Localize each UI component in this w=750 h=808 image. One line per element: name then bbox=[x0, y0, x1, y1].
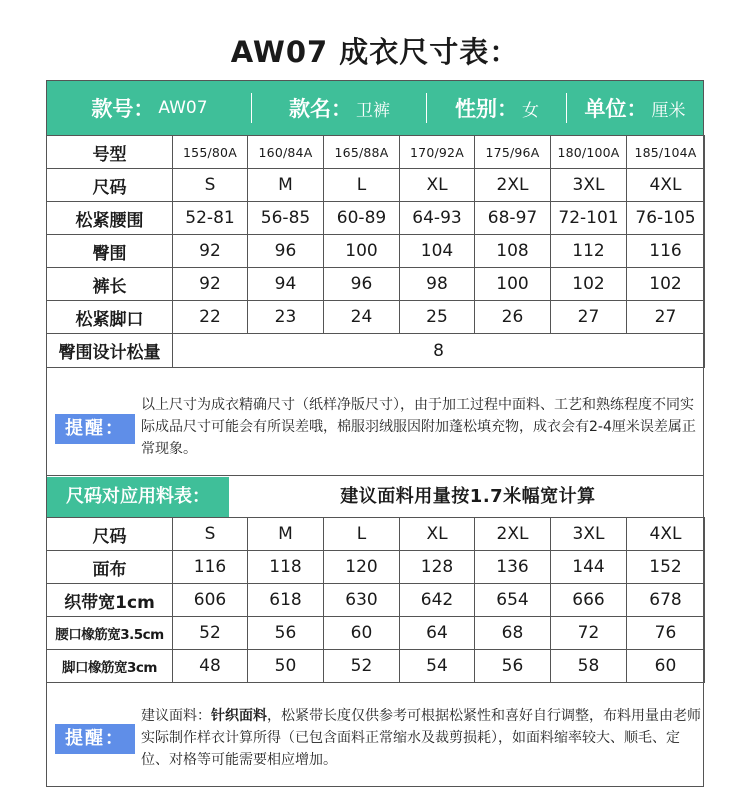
table-cell: 72-101 bbox=[551, 202, 627, 235]
table-cell: 58 bbox=[551, 650, 627, 683]
info-label: 性别： bbox=[455, 97, 518, 121]
table-cell: 60 bbox=[627, 650, 705, 683]
reminder-badge: 提醒： bbox=[55, 414, 135, 444]
table-cell: 60-89 bbox=[324, 202, 400, 235]
table-cell: 654 bbox=[475, 584, 551, 617]
row-header: 织带宽1cm bbox=[47, 584, 173, 617]
table-row bbox=[47, 617, 705, 650]
table-cell: 102 bbox=[551, 268, 627, 301]
table-cell: 152 bbox=[627, 551, 705, 584]
table-cell: 136 bbox=[475, 551, 551, 584]
table-cell: 64-93 bbox=[400, 202, 475, 235]
table-cell: L bbox=[324, 169, 400, 202]
info-style-no bbox=[47, 81, 252, 135]
table-cell: 92 bbox=[173, 268, 248, 301]
table-cell: 76-105 bbox=[627, 202, 705, 235]
fabric-table bbox=[46, 517, 705, 683]
table-cell: S bbox=[173, 169, 248, 202]
table-cell: 185/104A bbox=[627, 136, 705, 169]
row-header: 松紧脚口 bbox=[47, 301, 173, 334]
table-cell: 618 bbox=[248, 584, 324, 617]
table-row bbox=[47, 169, 705, 202]
table-row bbox=[47, 202, 705, 235]
reminder-text bbox=[141, 705, 701, 771]
table-cell: 630 bbox=[324, 584, 400, 617]
reminder-text-prefix: 建议面料： bbox=[141, 708, 211, 724]
table-cell: S bbox=[173, 518, 248, 551]
table-cell: 155/80A bbox=[173, 136, 248, 169]
reminder-text: 以上尺寸为成衣精确尺寸（纸样净版尺寸），由于加工过程中面料、工艺和熟练程度不同实际成品尺寸可能会有所误差哦，棉服羽绒服因附加蓬松填充物，成衣会有2-4厘米误差属正常现象。 bbox=[141, 397, 696, 457]
table-cell: 100 bbox=[475, 268, 551, 301]
table-cell: 76 bbox=[627, 617, 705, 650]
row-header: 臀围设计松量 bbox=[47, 334, 173, 368]
table-cell: 165/88A bbox=[324, 136, 400, 169]
table-cell: 52 bbox=[324, 650, 400, 683]
row-header: 松紧腰围 bbox=[47, 202, 173, 235]
table-cell: 56 bbox=[248, 617, 324, 650]
table-cell: 23 bbox=[248, 301, 324, 334]
table-cell: 56 bbox=[475, 650, 551, 683]
table-cell: 3XL bbox=[551, 518, 627, 551]
table-cell: 56-85 bbox=[248, 202, 324, 235]
info-value: 女 bbox=[522, 100, 539, 121]
info-style-name bbox=[252, 81, 427, 135]
info-label: 款号： bbox=[91, 97, 155, 121]
product-info-band bbox=[47, 81, 703, 135]
row-header: 臀围 bbox=[47, 235, 173, 268]
table-cell: 52-81 bbox=[173, 202, 248, 235]
table-cell: 678 bbox=[627, 584, 705, 617]
table-cell: 118 bbox=[248, 551, 324, 584]
table-cell: 175/96A bbox=[475, 136, 551, 169]
table-cell: 25 bbox=[400, 301, 475, 334]
reminder-text-rest: ，松紧带长度仅供参考可根据松紧性和喜好自行调整，布料用量由老师实际制作样衣计算所得（已包含面料正常缩水及裁剪损耗），如面料缩率较大、顺毛、定位、对格等可能需要相应增加。 bbox=[141, 708, 701, 768]
table-cell: 170/92A bbox=[400, 136, 475, 169]
table-cell: 96 bbox=[248, 235, 324, 268]
reminder-fabric bbox=[47, 691, 703, 787]
table-cell: 180/100A bbox=[551, 136, 627, 169]
table-cell: 128 bbox=[400, 551, 475, 584]
table-cell: 96 bbox=[324, 268, 400, 301]
table-cell: 144 bbox=[551, 551, 627, 584]
table-cell: 108 bbox=[475, 235, 551, 268]
table-cell: 24 bbox=[324, 301, 400, 334]
page-title: AW07 成衣尺寸表： bbox=[230, 35, 520, 69]
table-cell: 27 bbox=[551, 301, 627, 334]
table-cell: M bbox=[248, 169, 324, 202]
table-row bbox=[47, 551, 705, 584]
row-header: 腰口橡筋宽3.5cm bbox=[47, 617, 173, 650]
size-table bbox=[46, 135, 705, 368]
table-cell: 60 bbox=[324, 617, 400, 650]
table-cell: 2XL bbox=[475, 169, 551, 202]
fabric-note: 建议面料用量按1.7米幅宽计算 bbox=[340, 486, 596, 507]
row-header: 尺码 bbox=[47, 169, 173, 202]
table-cell: 48 bbox=[173, 650, 248, 683]
table-cell: 666 bbox=[551, 584, 627, 617]
table-cell: 3XL bbox=[551, 169, 627, 202]
table-cell: 22 bbox=[173, 301, 248, 334]
table-cell: 4XL bbox=[627, 169, 705, 202]
info-gender bbox=[427, 81, 567, 135]
reminder-size bbox=[47, 370, 703, 474]
info-label: 单位： bbox=[584, 97, 648, 121]
size-chart-frame bbox=[46, 80, 704, 787]
table-cell: 26 bbox=[475, 301, 551, 334]
table-row bbox=[47, 136, 705, 169]
table-cell: 50 bbox=[248, 650, 324, 683]
table-cell: 8 bbox=[173, 334, 705, 368]
table-cell: 64 bbox=[400, 617, 475, 650]
table-row bbox=[47, 518, 705, 551]
table-cell: 94 bbox=[248, 268, 324, 301]
table-cell: 606 bbox=[173, 584, 248, 617]
table-row bbox=[47, 301, 705, 334]
table-row bbox=[47, 650, 705, 683]
info-label: 款名： bbox=[289, 97, 352, 121]
table-cell: 642 bbox=[400, 584, 475, 617]
table-cell: XL bbox=[400, 169, 475, 202]
divider bbox=[47, 475, 703, 476]
table-cell: 68 bbox=[475, 617, 551, 650]
row-header: 尺码 bbox=[47, 518, 173, 551]
table-cell: 54 bbox=[400, 650, 475, 683]
table-cell: 116 bbox=[627, 235, 705, 268]
table-cell: 27 bbox=[627, 301, 705, 334]
table-cell: 2XL bbox=[475, 518, 551, 551]
table-cell: L bbox=[324, 518, 400, 551]
table-cell: 92 bbox=[173, 235, 248, 268]
row-header: 号型 bbox=[47, 136, 173, 169]
table-cell: 4XL bbox=[627, 518, 705, 551]
table-cell: 100 bbox=[324, 235, 400, 268]
table-row bbox=[47, 584, 705, 617]
info-value: 卫裤 bbox=[356, 100, 390, 121]
reminder-text-bold: 针织面料 bbox=[211, 708, 267, 724]
row-header: 脚口橡筋宽3cm bbox=[47, 650, 173, 683]
table-cell: M bbox=[248, 518, 324, 551]
info-value: AW07 bbox=[158, 98, 208, 118]
row-header: 面布 bbox=[47, 551, 173, 584]
table-cell: 72 bbox=[551, 617, 627, 650]
info-value: 厘米 bbox=[651, 100, 686, 121]
table-cell: 120 bbox=[324, 551, 400, 584]
table-cell: 52 bbox=[173, 617, 248, 650]
table-cell: 102 bbox=[627, 268, 705, 301]
table-cell: 98 bbox=[400, 268, 475, 301]
table-row bbox=[47, 235, 705, 268]
table-cell: 160/84A bbox=[248, 136, 324, 169]
table-cell: 68-97 bbox=[475, 202, 551, 235]
info-unit bbox=[567, 81, 703, 135]
table-cell: 104 bbox=[400, 235, 475, 268]
fabric-header bbox=[47, 477, 703, 517]
reminder-badge: 提醒： bbox=[55, 724, 135, 754]
table-cell: 116 bbox=[173, 551, 248, 584]
fabric-tag: 尺码对应用料表： bbox=[47, 477, 229, 517]
table-cell: XL bbox=[400, 518, 475, 551]
table-row bbox=[47, 268, 705, 301]
table-cell: 112 bbox=[551, 235, 627, 268]
table-row bbox=[47, 334, 705, 368]
row-header: 裤长 bbox=[47, 268, 173, 301]
